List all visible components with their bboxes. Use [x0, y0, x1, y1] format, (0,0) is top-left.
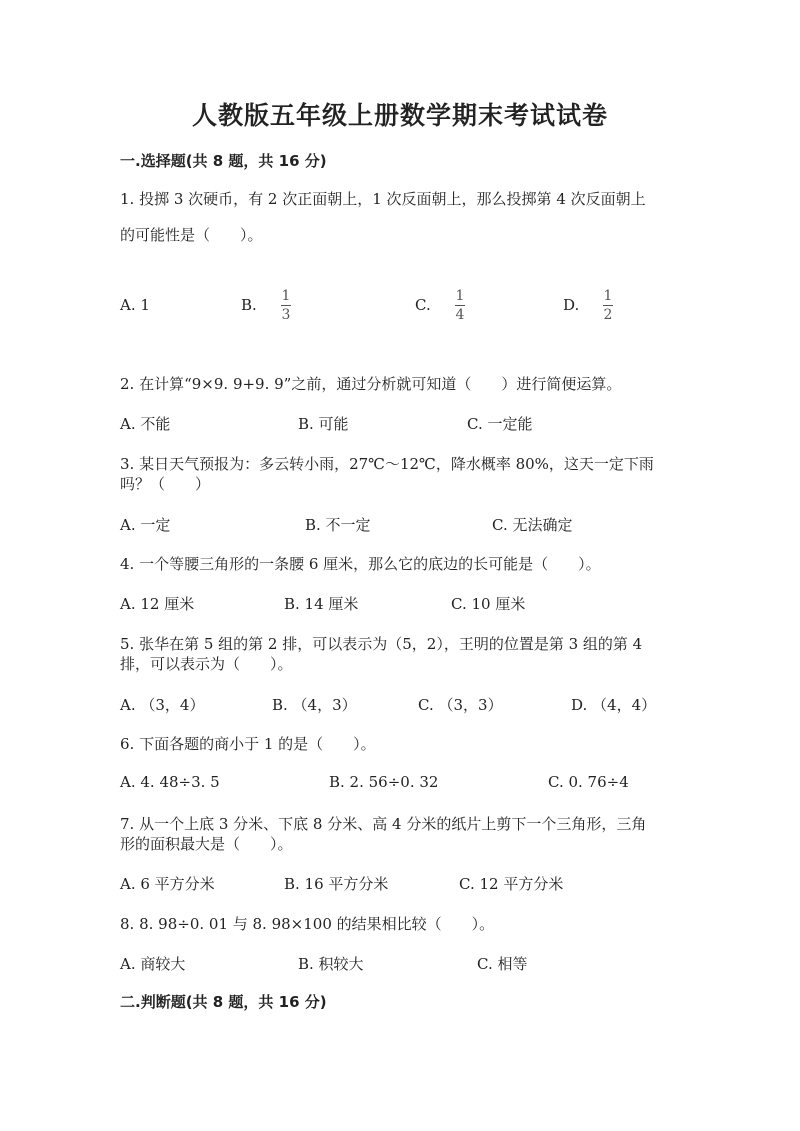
- question-8-option-a[interactable]: A. 商较大: [120, 955, 186, 973]
- question-5-option-c[interactable]: C. （3，3）: [418, 696, 503, 714]
- question-3-line-2: 吗？（ ）: [120, 475, 211, 493]
- question-4-line-1: 4. 一个等腰三角形的一条腰 6 厘米，那么它的底边的长可能是（ ）。: [120, 555, 601, 573]
- question-5-option-d[interactable]: D. （4，4）: [571, 696, 657, 714]
- question-2-option-c[interactable]: C. 一定能: [467, 415, 533, 433]
- fraction-denominator: 2: [603, 307, 613, 323]
- question-8-line-1: 8. 8. 98÷0. 01 与 8. 98×100 的结果相比较（ ）。: [120, 915, 495, 933]
- fraction-bar: [603, 305, 613, 306]
- question-6-line-1: 6. 下面各题的商小于 1 的是（ ）。: [120, 735, 376, 753]
- fraction-numerator: 1: [455, 288, 465, 304]
- fraction-denominator: 3: [281, 307, 291, 323]
- question-8-option-b[interactable]: B. 积较大: [298, 955, 364, 973]
- question-3-option-b[interactable]: B. 不一定: [305, 516, 371, 534]
- question-1-line-2: 的可能性是（ ）。: [120, 226, 263, 244]
- question-1-option-c-label[interactable]: C.: [415, 296, 431, 314]
- question-5-option-a[interactable]: A. （3，4）: [120, 696, 205, 714]
- question-4-option-a[interactable]: A. 12 厘米: [120, 595, 195, 613]
- section-heading-true-false: 二.判断题(共 8 题，共 16 分): [120, 993, 327, 1011]
- question-7-line-2: 形的面积最大是（ ）。: [120, 835, 293, 853]
- question-8-option-c[interactable]: C. 相等: [477, 955, 528, 973]
- question-6-option-a[interactable]: A. 4. 48÷3. 5: [120, 773, 220, 791]
- fraction-bar: [455, 305, 465, 306]
- question-7-option-c[interactable]: C. 12 平方分米: [459, 875, 564, 893]
- question-2-option-a[interactable]: A. 不能: [120, 415, 171, 433]
- page-title: 人教版五年级上册数学期末考试试卷: [191, 101, 608, 130]
- question-1-option-c-fraction: [455, 289, 465, 322]
- question-1-option-b-fraction: [281, 289, 291, 322]
- question-6-option-c[interactable]: C. 0. 76÷4: [548, 773, 629, 791]
- question-1-option-b-label[interactable]: B.: [241, 296, 257, 314]
- fraction-bar: [281, 305, 291, 306]
- question-3-option-c[interactable]: C. 无法确定: [492, 516, 573, 534]
- question-7-option-a[interactable]: A. 6 平方分米: [120, 875, 215, 893]
- fraction-denominator: 4: [455, 307, 465, 323]
- question-3-option-a[interactable]: A. 一定: [120, 516, 171, 534]
- question-4-option-b[interactable]: B. 14 厘米: [284, 595, 359, 613]
- question-7-line-1: 7. 从一个上底 3 分米、下底 8 分米、高 4 分米的纸片上剪下一个三角形，三角: [120, 815, 647, 833]
- question-4-option-c[interactable]: C. 10 厘米: [451, 595, 526, 613]
- section-heading-choice: 一.选择题(共 8 题，共 16 分): [120, 152, 327, 170]
- question-7-option-b[interactable]: B. 16 平方分米: [284, 875, 389, 893]
- question-1-option-a[interactable]: A. 1: [120, 296, 150, 314]
- question-1-line-1: 1. 投掷 3 次硬币，有 2 次正面朝上，1 次反面朝上，那么投掷第 4 次反面朝上: [120, 190, 646, 208]
- question-6-option-b[interactable]: B. 2. 56÷0. 32: [329, 773, 439, 791]
- question-2-option-b[interactable]: B. 可能: [298, 415, 349, 433]
- question-2-line-1: 2. 在计算“9×9. 9+9. 9”之前，通过分析就可知道（ ）进行简便运算。: [120, 375, 622, 393]
- question-1-option-d-label[interactable]: D.: [563, 296, 580, 314]
- question-5-line-1: 5. 张华在第 5 组的第 2 排，可以表示为（5，2），王明的位置是第 3 组的第 4: [120, 635, 643, 653]
- question-3-line-1: 3. 某日天气预报为：多云转小雨，27℃～12℃，降水概率 80%，这天一定下雨: [120, 455, 654, 473]
- question-5-option-b[interactable]: B. （4，3）: [272, 696, 357, 714]
- question-1-option-d-fraction: [603, 289, 613, 322]
- fraction-numerator: 1: [603, 288, 613, 304]
- question-5-line-2: 排，可以表示为（ ）。: [120, 655, 293, 673]
- fraction-numerator: 1: [281, 288, 291, 304]
